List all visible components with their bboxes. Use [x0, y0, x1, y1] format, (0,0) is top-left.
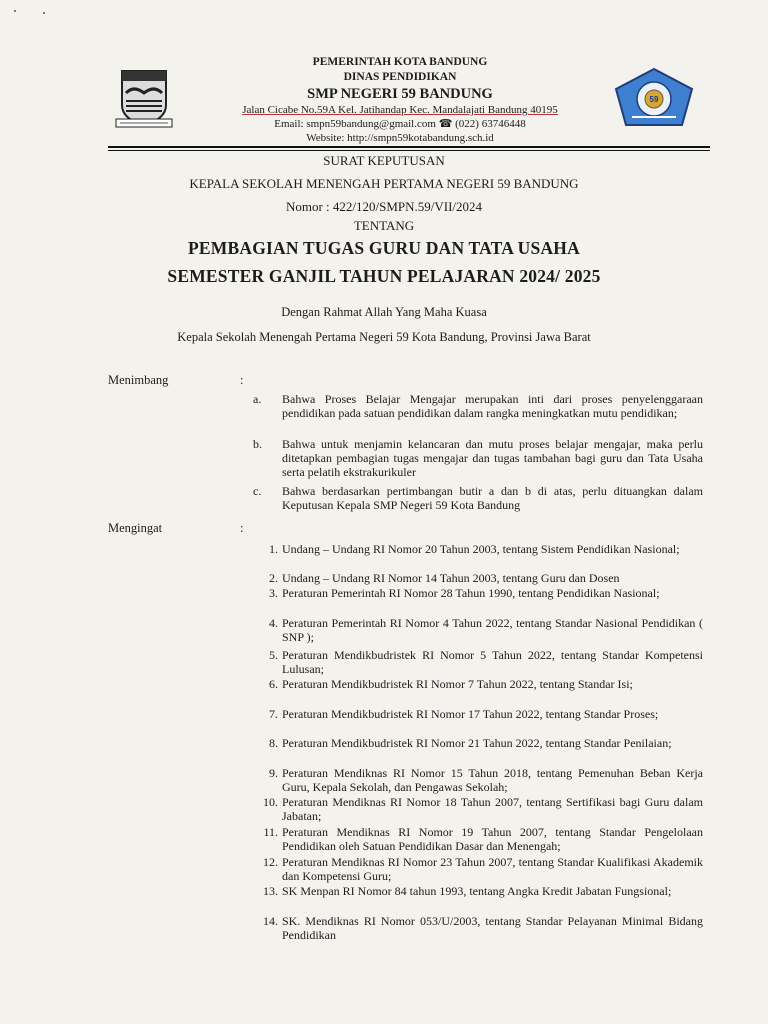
menimbang-item — [253, 484, 703, 512]
item-number: 10. — [263, 795, 278, 809]
item-text: Undang – Undang RI Nomor 20 Tahun 2003, tentang Sistem Pendidikan Nasional; — [282, 542, 680, 556]
mengingat-item — [253, 766, 703, 794]
mengingat-item — [253, 616, 703, 644]
item-text: Peraturan Mendiknas RI Nomor 19 Tahun 2007, tentang Standar Pengelolaan Pendidikan oleh Satuan Pendidikan Dasar dan Menengah; — [282, 825, 703, 853]
item-text: Bahwa berdasarkan pertimbangan butir a dan b di atas, perlu dituangkan dalam Keputusan Kepala SMP Negeri 59 Kota Bandung — [282, 484, 703, 512]
mengingat-item — [253, 825, 703, 853]
decree-number: Nomor : 422/120/SMPN.59/VII/2024 — [285, 199, 483, 214]
decree-title-line1: PEMBAGIAN TUGAS GURU DAN TATA USAHA — [188, 238, 580, 258]
mengingat-colon: : — [240, 521, 244, 535]
mengingat-item — [253, 855, 703, 883]
item-number: 3. — [269, 586, 278, 600]
svg-text:59: 59 — [649, 95, 659, 104]
item-text: Peraturan Pemerintah RI Nomor 28 Tahun 1990, tentang Pendidikan Nasional; — [282, 586, 660, 600]
menimbang-item — [253, 392, 703, 420]
smpn-59-school-emblem-icon — [612, 67, 696, 129]
letterhead — [0, 55, 768, 150]
item-text: Undang – Undang RI Nomor 14 Tahun 2003, tentang Guru dan Dosen — [282, 571, 620, 585]
mengingat-label: Mengingat — [108, 521, 163, 535]
mengingat-item — [253, 884, 703, 898]
document-type: SURAT KEPUTUSAN — [323, 153, 445, 168]
school-name: SMP NEGERI 59 BANDUNG — [307, 86, 493, 102]
item-number: 1. — [269, 542, 278, 556]
item-text: Bahwa Proses Belajar Mengajar merupakan inti dari proses penyelenggaraan pendidikan pada satuan pendidikan dalam rangka meningkatkan mutu pendidikan; — [282, 392, 703, 420]
letterhead-text — [195, 55, 605, 145]
item-number: a. — [253, 392, 262, 406]
item-text: Peraturan Mendikbudristek RI Nomor 7 Tahun 2022, tentang Standar Isi; — [282, 677, 633, 691]
government-name: PEMERINTAH KOTA BANDUNG — [312, 56, 488, 68]
item-text: Peraturan Mendikbudristek RI Nomor 17 Tahun 2022, tentang Standar Proses; — [282, 707, 659, 721]
mengingat-item — [253, 586, 703, 600]
item-number: 5. — [269, 648, 278, 662]
item-number: 13. — [263, 884, 278, 898]
item-number: b. — [253, 437, 262, 451]
principal-line: Kepala Sekolah Menengah Pertama Negeri 59 Kota Bandung, Provinsi Jawa Barat — [177, 330, 591, 344]
item-number: 4. — [269, 616, 278, 630]
item-text: Peraturan Mendikbudristek RI Nomor 21 Tahun 2022, tentang Standar Penilaian; — [282, 736, 672, 750]
mengingat-item — [253, 795, 703, 823]
item-number: 7. — [269, 707, 278, 721]
letterhead-rule-thin — [108, 150, 710, 151]
about-label: TENTANG — [353, 218, 415, 233]
mengingat-item — [253, 736, 703, 750]
phone-icon: ☎ — [438, 118, 453, 130]
item-text: SK Menpan RI Nomor 84 tahun 1993, tentang Angka Kredit Jabatan Fungsional; — [282, 884, 672, 898]
issuer-title: KEPALA SEKOLAH MENENGAH PERTAMA NEGERI 59 BANDUNG — [189, 176, 579, 191]
item-number: 12. — [263, 855, 278, 869]
mengingat-item — [253, 914, 703, 942]
menimbang-label: Menimbang — [108, 373, 169, 387]
mengingat-item — [253, 571, 703, 585]
blessing-line: Dengan Rahmat Allah Yang Maha Kuasa — [281, 305, 487, 319]
item-text: Peraturan Mendiknas RI Nomor 18 Tahun 2007, tentang Sertifikasi bagi Guru dalam Jabatan; — [282, 795, 703, 823]
contact-line — [195, 117, 605, 131]
school-phone: (022) 63746448 — [455, 118, 526, 130]
item-text: Bahwa untuk menjamin kelancaran dan mutu proses belajar mengajar, maka perlu ditetapkan pembagian tugas mengajar dan tugas tambahan bagi guru dan Tata Usaha serta pelatih ekstrakurikuler — [282, 437, 703, 479]
item-number: 9. — [269, 766, 278, 780]
menimbang-item — [253, 437, 703, 479]
item-text: Peraturan Pemerintah RI Nomor 4 Tahun 2022, tentang Standar Nasional Pendidikan ( SNP ); — [282, 616, 703, 644]
mengingat-item — [253, 542, 703, 556]
item-number: 14. — [263, 914, 278, 928]
item-number: c. — [253, 484, 262, 498]
item-number: 8. — [269, 736, 278, 750]
school-email: Email: smpn59bandung@gmail.com — [274, 118, 436, 130]
mengingat-item — [253, 707, 703, 721]
item-number: 2. — [269, 571, 278, 585]
letterhead-rule-thick — [108, 146, 710, 148]
item-number: 11. — [263, 825, 278, 839]
item-text: Peraturan Mendiknas RI Nomor 15 Tahun 2018, tentang Pemenuhan Beban Kerja Guru, Kepala Sekolah, dan Pengawas Sekolah; — [282, 766, 703, 794]
kota-bandung-emblem-icon — [108, 65, 180, 131]
mengingat-item — [253, 677, 703, 691]
menimbang-colon: : — [240, 373, 244, 387]
mengingat-item — [253, 648, 703, 676]
agency-name: DINAS PENDIDIKAN — [343, 71, 457, 83]
item-text: SK. Mendiknas RI Nomor 053/U/2003, tentang Standar Pelayanan Minimal Bidang Pendidikan — [282, 914, 703, 942]
item-number: 6. — [269, 677, 278, 691]
decree-title-line2: SEMESTER GANJIL TAHUN PELAJARAN 2024/ 2025 — [167, 266, 601, 286]
item-text: Peraturan Mendiknas RI Nomor 23 Tahun 2007, tentang Standar Kualifikasi Akademik dan Kompetensi Guru; — [282, 855, 703, 883]
school-address: Jalan Cicabe No.59A Kel. Jatihandap Kec. Mandalajati Bandung 40195 — [242, 104, 558, 116]
item-text: Peraturan Mendikbudristek RI Nomor 5 Tahun 2022, tentang Standar Kompetensi Lulusan; — [282, 648, 703, 676]
school-website: Website: http://smpn59kotabandung.sch.id — [306, 132, 494, 144]
